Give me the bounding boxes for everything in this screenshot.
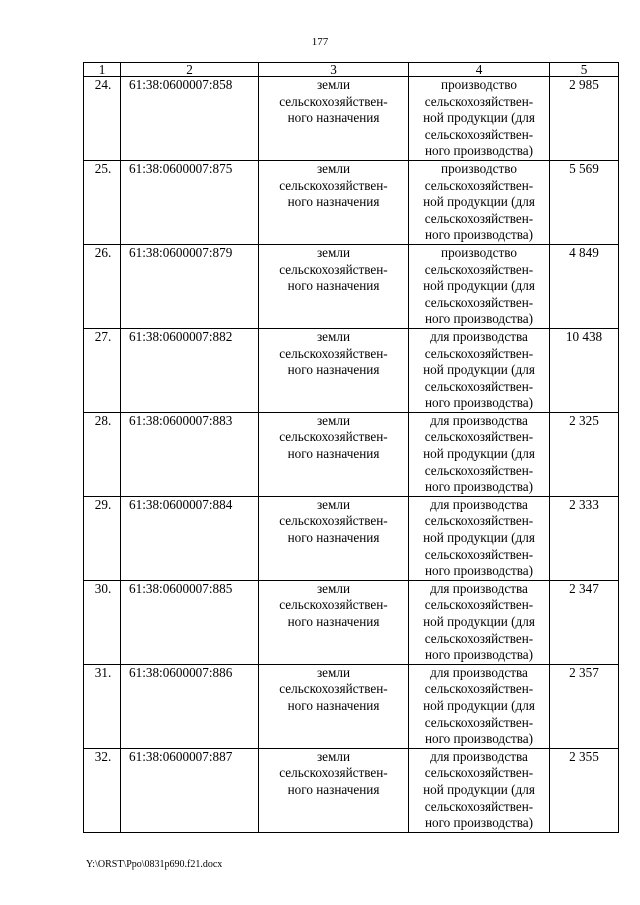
permitted-use-cell <box>409 328 550 412</box>
permitted-use-line: ного производства) <box>424 311 534 327</box>
permitted-use-line: сельскохозяйствен- <box>424 294 534 310</box>
cadastral-number-cell: 61:38:0600007:886 <box>121 664 259 748</box>
column-header: 4 <box>409 63 550 77</box>
permitted-use-line: ного производства) <box>424 815 534 831</box>
land-category-cell <box>259 328 409 412</box>
permitted-use-line: сельскохозяйствен- <box>424 630 534 646</box>
row-number-cell: 28. <box>84 412 121 496</box>
land-category-line: ного назначения <box>287 697 380 713</box>
land-category-line: сельскохозяйствен- <box>279 93 388 109</box>
area-cell: 2 355 <box>550 748 619 832</box>
land-category-line: сельскохозяйствен- <box>279 513 388 529</box>
land-category-line: ного назначения <box>287 194 380 210</box>
land-category-line: сельскохозяйствен- <box>279 597 388 613</box>
area-cell: 4 849 <box>550 244 619 328</box>
row-number-cell: 27. <box>84 328 121 412</box>
cadastral-number-cell: 61:38:0600007:884 <box>121 496 259 580</box>
land-category-cell <box>259 496 409 580</box>
permitted-use-cell <box>409 748 550 832</box>
permitted-use-cell <box>409 496 550 580</box>
area-cell: 2 357 <box>550 664 619 748</box>
permitted-use-cell <box>409 580 550 664</box>
permitted-use-line: сельскохозяйствен- <box>424 597 534 613</box>
row-number-cell: 24. <box>84 77 121 161</box>
permitted-use-line: сельскохозяйствен- <box>424 429 534 445</box>
permitted-use-line: ного производства) <box>424 395 534 411</box>
permitted-use-line: ной продукции (для <box>423 362 535 378</box>
row-number-cell: 25. <box>84 160 121 244</box>
land-category-cell <box>259 664 409 748</box>
land-category-line: сельскохозяйствен- <box>279 345 388 361</box>
permitted-use-line: ного производства) <box>424 563 534 579</box>
row-number-cell: 32. <box>84 748 121 832</box>
permitted-use-line: ной продукции (для <box>423 530 535 546</box>
column-header: 5 <box>550 63 619 77</box>
permitted-use-line: ной продукции (для <box>423 697 535 713</box>
permitted-use-line: производство <box>441 160 517 176</box>
land-category-line: земли <box>316 496 351 512</box>
permitted-use-line: для производства <box>430 580 528 596</box>
permitted-use-line: сельскохозяйствен- <box>424 177 534 193</box>
table-row <box>84 496 619 580</box>
area-cell: 2 985 <box>550 77 619 161</box>
page-number: 177 <box>311 36 329 48</box>
land-category-line: земли <box>316 580 351 596</box>
table-row <box>84 748 619 832</box>
land-category-line: земли <box>316 328 351 344</box>
table-row <box>84 244 619 328</box>
permitted-use-line: ного производства) <box>424 143 534 159</box>
permitted-use-line: ной продукции (для <box>423 278 535 294</box>
column-header: 2 <box>121 63 259 77</box>
land-category-line: ного назначения <box>287 614 380 629</box>
permitted-use-line: производство <box>441 77 517 92</box>
cadastral-number-cell: 61:38:0600007:883 <box>121 412 259 496</box>
permitted-use-cell <box>409 412 550 496</box>
permitted-use-line: ного производства) <box>424 479 534 495</box>
table-row <box>84 580 619 664</box>
cadastral-number-cell: 61:38:0600007:882 <box>121 328 259 412</box>
permitted-use-line: для производства <box>430 328 528 344</box>
permitted-use-cell <box>409 160 550 244</box>
permitted-use-cell <box>409 77 550 161</box>
permitted-use-line: ного производства) <box>424 647 534 663</box>
land-category-cell <box>259 748 409 832</box>
area-cell: 2 325 <box>550 412 619 496</box>
permitted-use-line: сельскохозяйствен- <box>424 765 534 781</box>
land-category-line: сельскохозяйствен- <box>279 765 388 781</box>
permitted-use-cell <box>409 244 550 328</box>
land-category-line: ного назначения <box>287 530 380 546</box>
land-category-line: сельскохозяйствен- <box>279 261 388 277</box>
permitted-use-line: сельскохозяйствен- <box>424 345 534 361</box>
column-header: 1 <box>84 63 121 77</box>
land-category-line: сельскохозяйствен- <box>279 681 388 697</box>
land-category-line: земли <box>316 664 351 680</box>
land-plots-table <box>83 62 619 833</box>
permitted-use-line: производство <box>441 244 517 260</box>
permitted-use-line: сельскохозяйствен- <box>424 210 534 226</box>
table-row <box>84 412 619 496</box>
area-cell: 2 347 <box>550 580 619 664</box>
permitted-use-cell <box>409 664 550 748</box>
permitted-use-line: ной продукции (для <box>423 781 535 797</box>
land-category-line: ного назначения <box>287 446 380 462</box>
row-number-cell: 29. <box>84 496 121 580</box>
cadastral-number-cell: 61:38:0600007:875 <box>121 160 259 244</box>
row-number-cell: 30. <box>84 580 121 664</box>
land-category-line: ного назначения <box>287 110 380 126</box>
cadastral-number-cell: 61:38:0600007:887 <box>121 748 259 832</box>
permitted-use-line: сельскохозяйствен- <box>424 261 534 277</box>
permitted-use-line: ной продукции (для <box>423 614 535 629</box>
land-category-line: земли <box>316 412 351 428</box>
land-category-line: ного назначения <box>287 362 380 378</box>
permitted-use-line: сельскохозяйствен- <box>424 378 534 394</box>
file-path-footer: Y:\ORST\Ppo\0831p690.f21.docx <box>86 859 223 870</box>
permitted-use-line: ного производства) <box>424 227 534 243</box>
land-category-line: ного назначения <box>287 278 380 294</box>
permitted-use-line: ного производства) <box>424 731 534 747</box>
table-row <box>84 328 619 412</box>
permitted-use-line: для производства <box>430 412 528 428</box>
land-category-line: земли <box>316 77 351 92</box>
land-category-cell <box>259 77 409 161</box>
cadastral-number-cell: 61:38:0600007:858 <box>121 77 259 161</box>
land-category-cell <box>259 160 409 244</box>
permitted-use-line: сельскохозяйствен- <box>424 681 534 697</box>
permitted-use-line: ной продукции (для <box>423 110 535 126</box>
permitted-use-line: сельскохозяйствен- <box>424 93 534 109</box>
permitted-use-line: сельскохозяйствен- <box>424 714 534 730</box>
land-category-cell <box>259 580 409 664</box>
cadastral-number-cell: 61:38:0600007:879 <box>121 244 259 328</box>
land-category-cell <box>259 412 409 496</box>
row-number-cell: 26. <box>84 244 121 328</box>
column-header: 3 <box>259 63 409 77</box>
table-row <box>84 664 619 748</box>
area-cell: 2 333 <box>550 496 619 580</box>
area-cell: 5 569 <box>550 160 619 244</box>
area-cell: 10 438 <box>550 328 619 412</box>
land-category-line: ного назначения <box>287 781 380 797</box>
land-category-line: земли <box>316 160 351 176</box>
cadastral-number-cell: 61:38:0600007:885 <box>121 580 259 664</box>
permitted-use-line: сельскохозяйствен- <box>424 513 534 529</box>
permitted-use-line: сельскохозяйствен- <box>424 798 534 814</box>
land-category-line: земли <box>316 748 351 764</box>
permitted-use-line: для производства <box>430 748 528 764</box>
land-category-line: земли <box>316 244 351 260</box>
table-row <box>84 160 619 244</box>
table-row <box>84 77 619 161</box>
land-category-line: сельскохозяйствен- <box>279 177 388 193</box>
table-body <box>84 77 619 833</box>
table-header-row <box>84 63 619 77</box>
land-category-cell <box>259 244 409 328</box>
permitted-use-line: ной продукции (для <box>423 194 535 210</box>
permitted-use-line: для производства <box>430 664 528 680</box>
row-number-cell: 31. <box>84 664 121 748</box>
permitted-use-line: сельскохозяйствен- <box>424 546 534 562</box>
permitted-use-line: сельскохозяйствен- <box>424 462 534 478</box>
permitted-use-line: сельскохозяйствен- <box>424 126 534 142</box>
land-category-line: сельскохозяйствен- <box>279 429 388 445</box>
permitted-use-line: ной продукции (для <box>423 446 535 462</box>
permitted-use-line: для производства <box>430 496 528 512</box>
